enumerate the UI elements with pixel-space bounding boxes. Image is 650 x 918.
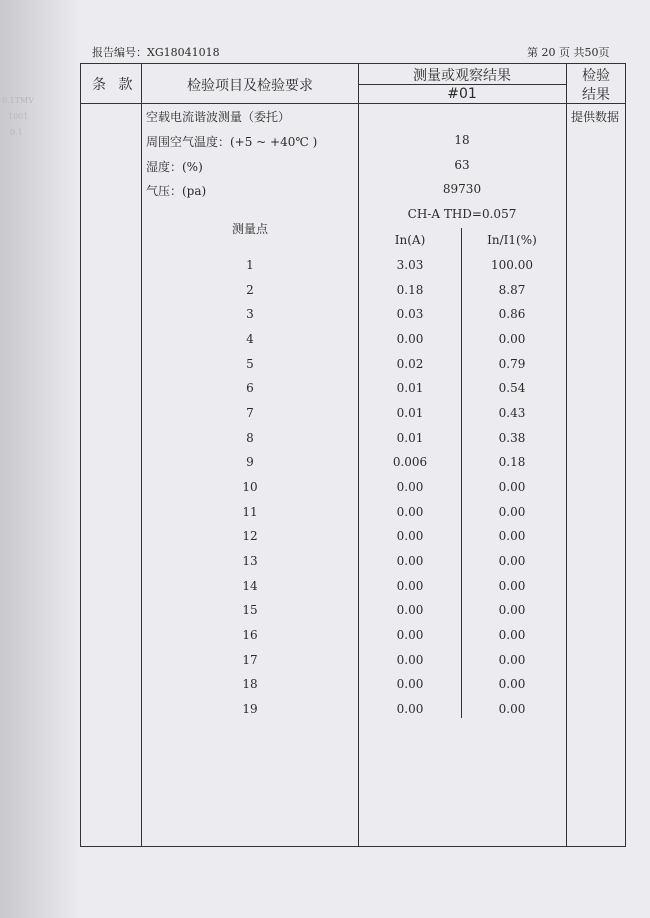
measure-point-number: 16	[242, 628, 258, 642]
measure-point-number: 8	[246, 431, 254, 445]
condition-temperature-label: 周围空气温度：(+5 ~ +40℃ )	[146, 135, 318, 149]
binding-shadow	[0, 0, 80, 918]
thd-value: CH-A THD=0.057	[407, 207, 517, 221]
harmonic-ratio: 100.00	[491, 258, 533, 272]
ratio-header: In/I1(%)	[487, 233, 537, 247]
harmonic-ratio: 0.00	[498, 628, 526, 642]
col-divider	[566, 63, 567, 847]
harmonic-ratio: 0.38	[498, 431, 526, 445]
harmonic-ratio: 0.54	[498, 381, 526, 395]
test-title: 空载电流谐波测量（委托）	[146, 110, 291, 124]
bleed-through-text: 0.1	[10, 128, 23, 137]
inner-col-divider	[461, 228, 462, 718]
col-divider	[358, 63, 359, 847]
harmonic-current: 0.00	[396, 677, 424, 691]
harmonic-current: 0.00	[396, 554, 424, 568]
measure-point-header: 测量点	[231, 222, 269, 236]
harmonic-current: 0.01	[396, 406, 424, 420]
bleed-through-text: 0.1TMV	[2, 96, 35, 105]
measure-point-number: 4	[246, 332, 254, 346]
harmonic-current: 0.00	[396, 505, 424, 519]
sample-number: #01	[447, 86, 477, 102]
measure-point-number: 7	[246, 406, 254, 420]
harmonic-current: 0.00	[396, 702, 424, 716]
measure-point-number: 2	[246, 283, 254, 297]
harmonic-current: 0.00	[396, 579, 424, 593]
condition-humidity-value: 63	[454, 158, 470, 172]
harmonic-current: 0.02	[396, 357, 424, 371]
measure-point-number: 6	[246, 381, 254, 395]
harmonic-current: 0.00	[396, 603, 424, 617]
harmonic-current: 0.00	[396, 480, 424, 494]
harmonic-current: 0.00	[396, 653, 424, 667]
harmonic-ratio: 0.00	[498, 480, 526, 494]
inspection-table	[80, 63, 626, 847]
measure-point-number: 12	[242, 529, 258, 543]
judgement-header-line1: 检验	[582, 68, 610, 84]
harmonic-ratio: 0.79	[498, 357, 526, 371]
judgement-result: 提供数据	[571, 110, 620, 124]
bleed-through-text: 1001	[8, 112, 29, 121]
clause-header: 条 款	[92, 77, 137, 93]
result-header: 测量或观察结果	[413, 68, 511, 84]
report-number	[92, 44, 220, 60]
harmonic-ratio: 0.00	[498, 677, 526, 691]
judgement-header-line2: 结果	[582, 87, 610, 103]
harmonic-current: 0.00	[396, 332, 424, 346]
measure-point-number: 9	[246, 455, 254, 469]
harmonic-ratio: 0.43	[498, 406, 526, 420]
harmonic-current: 0.00	[396, 628, 424, 642]
harmonic-current: 0.01	[396, 431, 424, 445]
harmonic-ratio: 8.87	[498, 283, 526, 297]
harmonic-ratio: 0.00	[498, 603, 526, 617]
harmonic-current: 0.00	[396, 529, 424, 543]
harmonic-ratio: 0.00	[498, 554, 526, 568]
item-header: 检验项目及检验要求	[187, 78, 313, 94]
page-info: 第 20 页 共50页	[527, 46, 610, 59]
in-amps-header: In(A)	[394, 233, 426, 247]
measure-point-number: 3	[246, 307, 254, 321]
measure-point-number: 15	[242, 603, 258, 617]
harmonic-ratio: 0.00	[498, 702, 526, 716]
harmonic-ratio: 0.00	[498, 505, 526, 519]
harmonic-current: 0.006	[392, 455, 428, 469]
measure-point-number: 5	[246, 357, 254, 371]
measure-point-number: 11	[242, 505, 258, 519]
col-divider	[141, 63, 142, 847]
harmonic-current: 0.01	[396, 381, 424, 395]
measure-point-number: 19	[242, 702, 258, 716]
report-number-value: XG18041018	[147, 46, 220, 59]
condition-pressure-value: 89730	[442, 182, 482, 196]
measure-point-number: 10	[242, 480, 258, 494]
condition-temperature-value: 18	[454, 133, 470, 147]
harmonic-current: 0.03	[396, 307, 424, 321]
harmonic-ratio: 0.00	[498, 332, 526, 346]
harmonic-ratio: 0.00	[498, 653, 526, 667]
measure-point-number: 1	[246, 258, 254, 272]
header-bottom-line	[80, 103, 626, 104]
harmonic-ratio: 0.18	[498, 455, 526, 469]
measure-point-number: 13	[242, 554, 258, 568]
condition-pressure-label: 气压：(pa)	[146, 184, 207, 198]
report-number-label: 报告编号：	[92, 46, 147, 59]
condition-humidity-label: 湿度：(%)	[146, 160, 203, 174]
harmonic-ratio: 0.00	[498, 529, 526, 543]
harmonic-ratio: 0.86	[498, 307, 526, 321]
measure-point-number: 17	[242, 653, 258, 667]
measure-point-number: 18	[242, 677, 258, 691]
harmonic-current: 0.18	[396, 283, 424, 297]
harmonic-current: 3.03	[396, 258, 424, 272]
measure-point-number: 14	[242, 579, 258, 593]
harmonic-ratio: 0.00	[498, 579, 526, 593]
